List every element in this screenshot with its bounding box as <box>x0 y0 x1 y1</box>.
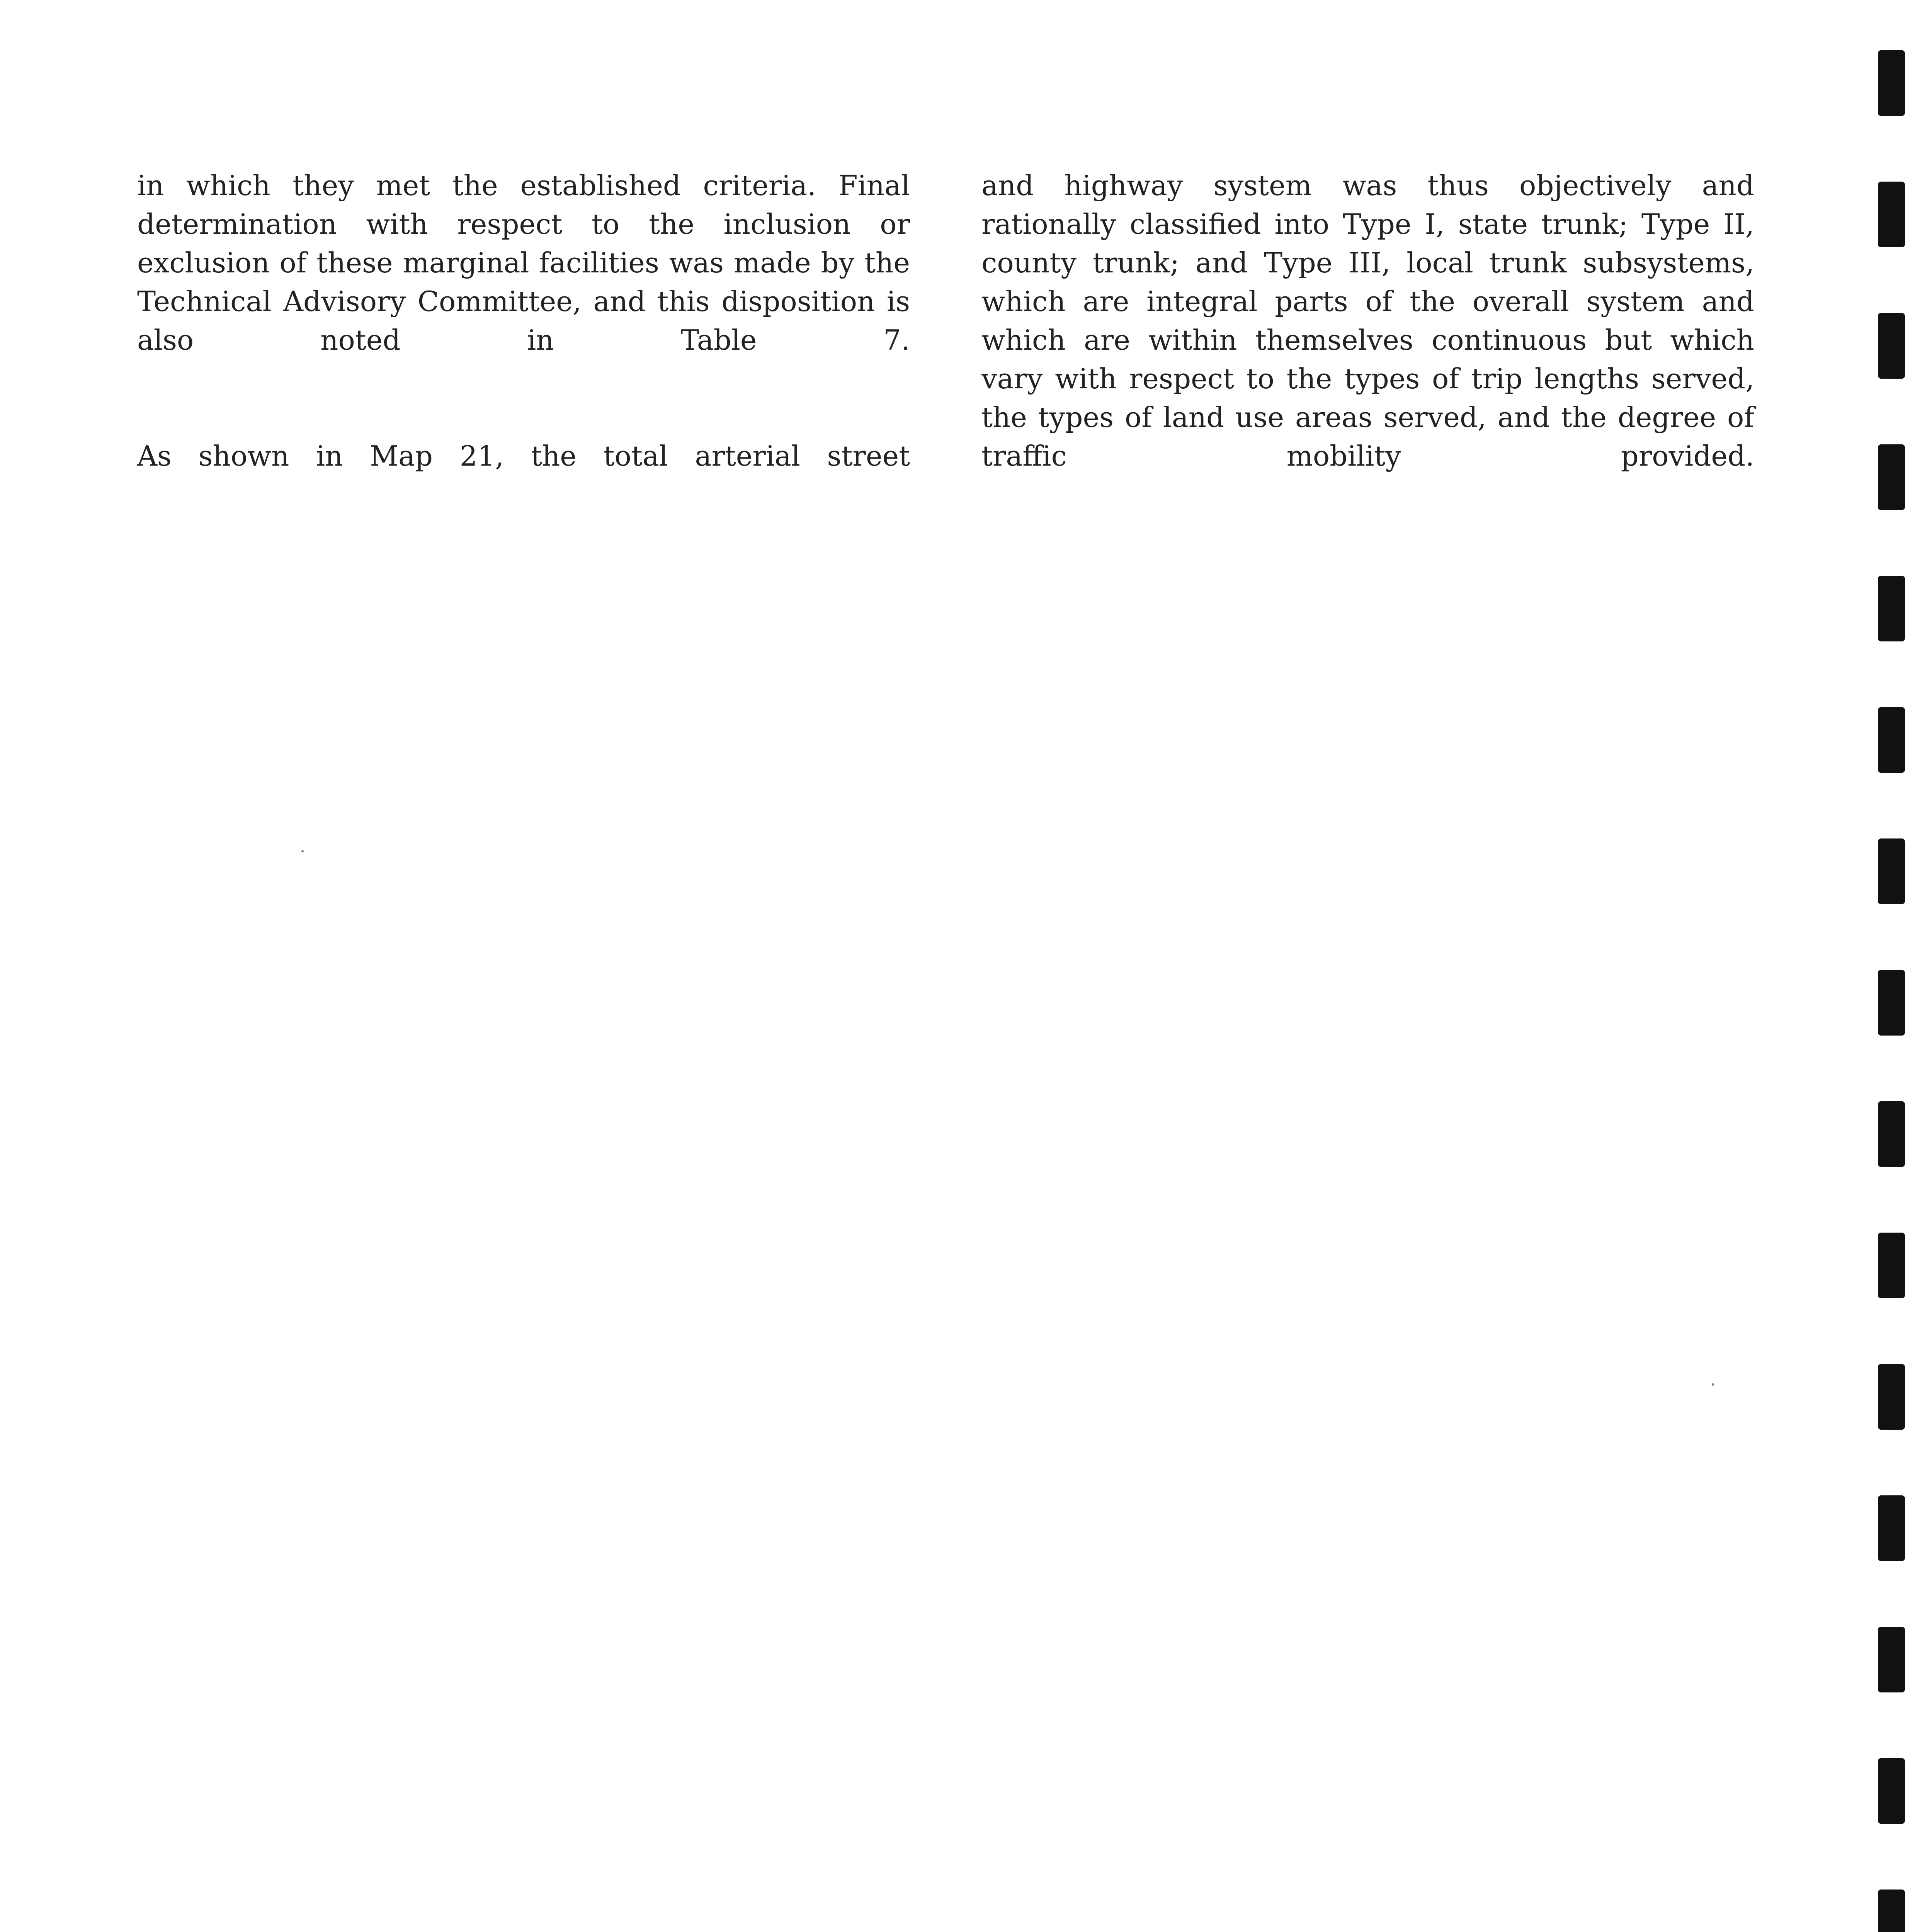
binding-hole <box>1878 1758 1905 1824</box>
binding-strip <box>1878 0 1909 1932</box>
binding-hole <box>1878 1889 1905 1932</box>
body-paragraph: and highway system was thus objectively and rationally classified into Type I, state trunk; Type II, county trunk; and Type III, local trunk subsystems, which are integral parts of the overall system and which are within themselves continuous but which vary with respect to the types of trip lengths served, the types of land use areas served, and the degree of traffic mobility provided. <box>981 169 1754 472</box>
binding-hole <box>1878 50 1905 116</box>
binding-hole <box>1878 313 1905 379</box>
binding-hole <box>1878 1233 1905 1298</box>
binding-hole <box>1878 444 1905 510</box>
body-paragraph: in which they met the established criteria. Final determination with respect to the inclusion or exclusion of these marginal facilities was made by the Technical Advisory Committee, and this disposition is also noted in Table 7. <box>137 169 910 356</box>
binding-hole <box>1878 1627 1905 1692</box>
scan-speck <box>301 850 304 852</box>
left-column <box>137 166 910 475</box>
binding-hole <box>1878 1495 1905 1561</box>
body-paragraph: As shown in Map 21, the total arterial street <box>137 440 910 472</box>
binding-hole <box>1878 707 1905 773</box>
right-column <box>981 166 1754 475</box>
binding-hole <box>1878 1101 1905 1167</box>
binding-hole <box>1878 1364 1905 1430</box>
binding-hole <box>1878 576 1905 641</box>
binding-hole <box>1878 838 1905 904</box>
binding-hole <box>1878 970 1905 1036</box>
scan-speck <box>1712 1383 1714 1386</box>
binding-hole <box>1878 182 1905 247</box>
